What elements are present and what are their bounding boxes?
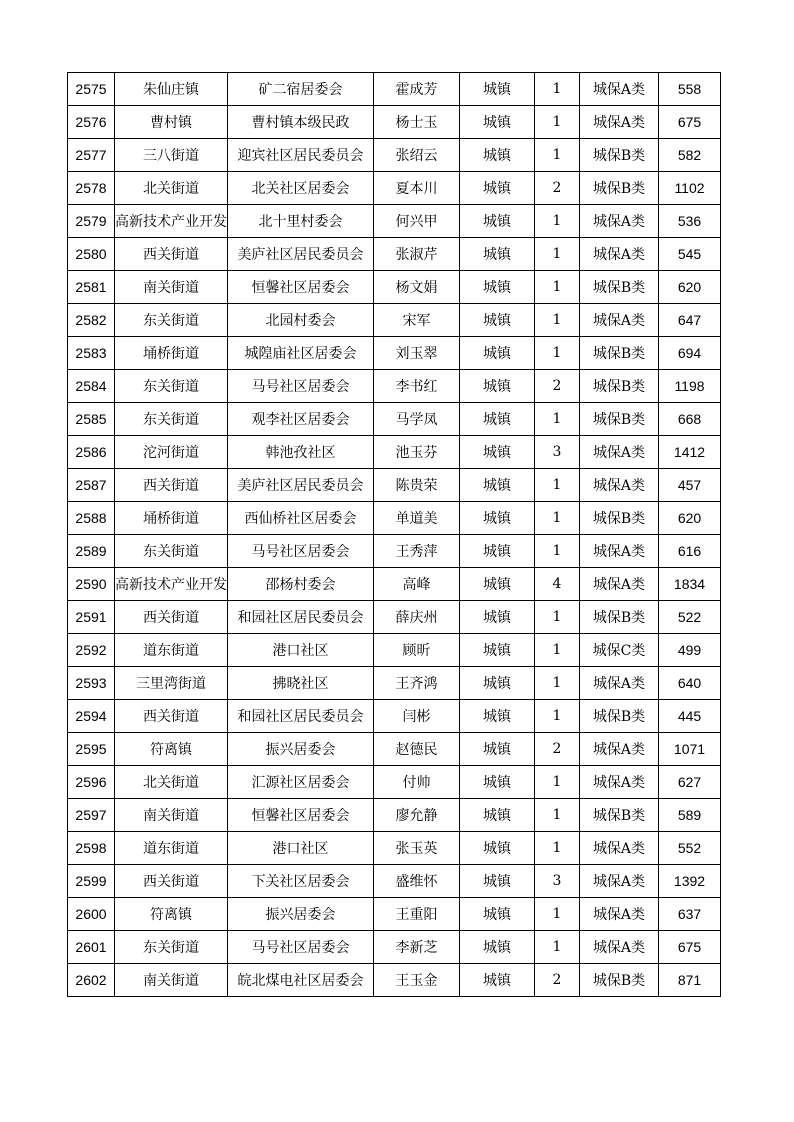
subdistrict-cell: 南关街道: [115, 799, 228, 832]
table-row: [68, 865, 721, 898]
amount-cell: 871: [659, 964, 721, 997]
household-size-cell: 2: [535, 172, 580, 205]
insurance-category-cell: 城保B类: [580, 601, 659, 634]
area-type-cell: 城镇: [460, 601, 535, 634]
record-id-cell: 2576: [68, 106, 115, 139]
insurance-category-cell: 城保A类: [580, 436, 659, 469]
area-type-cell: 城镇: [460, 403, 535, 436]
resident-name-cell: 付帅: [374, 766, 460, 799]
household-size-cell: 1: [535, 832, 580, 865]
resident-name-cell: 薛庆州: [374, 601, 460, 634]
area-type-cell: 城镇: [460, 469, 535, 502]
insurance-category-cell: 城保B类: [580, 964, 659, 997]
amount-cell: 558: [659, 73, 721, 106]
record-id-cell: 2600: [68, 898, 115, 931]
resident-name-cell: 夏本川: [374, 172, 460, 205]
amount-cell: 1198: [659, 370, 721, 403]
community-cell: 汇源社区居委会: [228, 766, 374, 799]
household-size-cell: 1: [535, 106, 580, 139]
table-row: [68, 964, 721, 997]
amount-cell: 627: [659, 766, 721, 799]
table-row: [68, 733, 721, 766]
amount-cell: 1392: [659, 865, 721, 898]
table-row: [68, 436, 721, 469]
community-cell: 美庐社区居民委员会: [228, 238, 374, 271]
record-id-cell: 2586: [68, 436, 115, 469]
household-size-cell: 1: [535, 667, 580, 700]
record-id-cell: 2584: [68, 370, 115, 403]
table-row: [68, 700, 721, 733]
resident-name-cell: 李新芝: [374, 931, 460, 964]
subdistrict-cell: 曹村镇: [115, 106, 228, 139]
household-size-cell: 1: [535, 502, 580, 535]
resident-name-cell: 闫彬: [374, 700, 460, 733]
community-cell: 马号社区居委会: [228, 535, 374, 568]
record-id-cell: 2585: [68, 403, 115, 436]
resident-name-cell: 王重阳: [374, 898, 460, 931]
household-size-cell: 1: [535, 469, 580, 502]
household-size-cell: 1: [535, 931, 580, 964]
table-row: [68, 403, 721, 436]
community-cell: 港口社区: [228, 832, 374, 865]
community-cell: 美庐社区居民委员会: [228, 469, 374, 502]
resident-name-cell: 王玉金: [374, 964, 460, 997]
subdistrict-cell: 高新技术产业开发: [115, 568, 228, 601]
insurance-category-cell: 城保A类: [580, 865, 659, 898]
record-id-cell: 2578: [68, 172, 115, 205]
subdistrict-cell: 沱河街道: [115, 436, 228, 469]
resident-name-cell: 宋军: [374, 304, 460, 337]
community-cell: 西仙桥社区居委会: [228, 502, 374, 535]
insurance-category-cell: 城保A类: [580, 238, 659, 271]
resident-name-cell: 赵德民: [374, 733, 460, 766]
resident-name-cell: 李书红: [374, 370, 460, 403]
community-cell: 振兴居委会: [228, 733, 374, 766]
household-size-cell: 1: [535, 601, 580, 634]
resident-name-cell: 张绍云: [374, 139, 460, 172]
amount-cell: 675: [659, 931, 721, 964]
amount-cell: 499: [659, 634, 721, 667]
record-id-cell: 2598: [68, 832, 115, 865]
record-id-cell: 2582: [68, 304, 115, 337]
resident-name-cell: 顾昕: [374, 634, 460, 667]
insurance-category-cell: 城保B类: [580, 271, 659, 304]
resident-name-cell: 王齐鸿: [374, 667, 460, 700]
community-cell: 恒馨社区居委会: [228, 271, 374, 304]
household-size-cell: 1: [535, 766, 580, 799]
community-cell: 下关社区居委会: [228, 865, 374, 898]
insurance-category-cell: 城保A类: [580, 667, 659, 700]
area-type-cell: 城镇: [460, 832, 535, 865]
amount-cell: 675: [659, 106, 721, 139]
insurance-category-cell: 城保B类: [580, 139, 659, 172]
area-type-cell: 城镇: [460, 733, 535, 766]
household-size-cell: 1: [535, 139, 580, 172]
area-type-cell: 城镇: [460, 205, 535, 238]
household-size-cell: 1: [535, 634, 580, 667]
record-id-cell: 2575: [68, 73, 115, 106]
area-type-cell: 城镇: [460, 436, 535, 469]
table-row: [68, 337, 721, 370]
area-type-cell: 城镇: [460, 172, 535, 205]
subdistrict-cell: 西关街道: [115, 601, 228, 634]
subdistrict-cell: 西关街道: [115, 865, 228, 898]
area-type-cell: 城镇: [460, 799, 535, 832]
amount-cell: 1834: [659, 568, 721, 601]
amount-cell: 694: [659, 337, 721, 370]
area-type-cell: 城镇: [460, 370, 535, 403]
record-id-cell: 2592: [68, 634, 115, 667]
community-cell: 曹村镇本级民政: [228, 106, 374, 139]
record-id-cell: 2587: [68, 469, 115, 502]
table-row: [68, 469, 721, 502]
table-row: [68, 931, 721, 964]
table-row: [68, 73, 721, 106]
resident-name-cell: 张淑芹: [374, 238, 460, 271]
record-id-cell: 2589: [68, 535, 115, 568]
subdistrict-cell: 东关街道: [115, 403, 228, 436]
resident-name-cell: 刘玉翠: [374, 337, 460, 370]
subdistrict-cell: 道东街道: [115, 832, 228, 865]
community-cell: 韩池孜社区: [228, 436, 374, 469]
resident-name-cell: 高峰: [374, 568, 460, 601]
insurance-category-cell: 城保B类: [580, 502, 659, 535]
subdistrict-cell: 东关街道: [115, 931, 228, 964]
community-cell: 皖北煤电社区居委会: [228, 964, 374, 997]
resident-name-cell: 盛维怀: [374, 865, 460, 898]
record-id-cell: 2583: [68, 337, 115, 370]
area-type-cell: 城镇: [460, 700, 535, 733]
resident-name-cell: 马学凤: [374, 403, 460, 436]
household-size-cell: 1: [535, 238, 580, 271]
amount-cell: 1071: [659, 733, 721, 766]
area-type-cell: 城镇: [460, 238, 535, 271]
community-cell: 观李社区居委会: [228, 403, 374, 436]
subdistrict-cell: 北关街道: [115, 172, 228, 205]
record-id-cell: 2579: [68, 205, 115, 238]
area-type-cell: 城镇: [460, 502, 535, 535]
subdistrict-cell: 东关街道: [115, 304, 228, 337]
household-size-cell: 1: [535, 799, 580, 832]
subdistrict-cell: 符离镇: [115, 733, 228, 766]
subdistrict-cell: 朱仙庄镇: [115, 73, 228, 106]
table-row: [68, 568, 721, 601]
amount-cell: 1412: [659, 436, 721, 469]
household-size-cell: 1: [535, 73, 580, 106]
record-id-cell: 2580: [68, 238, 115, 271]
community-cell: 和园社区居民委员会: [228, 601, 374, 634]
record-id-cell: 2597: [68, 799, 115, 832]
amount-cell: 616: [659, 535, 721, 568]
area-type-cell: 城镇: [460, 766, 535, 799]
resident-name-cell: 廖允静: [374, 799, 460, 832]
table-body: [68, 73, 721, 997]
table-row: [68, 106, 721, 139]
subdistrict-cell: 三八街道: [115, 139, 228, 172]
community-cell: 北关社区居委会: [228, 172, 374, 205]
subdistrict-cell: 埇桥街道: [115, 337, 228, 370]
insurance-category-cell: 城保A类: [580, 733, 659, 766]
table-row: [68, 601, 721, 634]
household-size-cell: 2: [535, 733, 580, 766]
resident-name-cell: 何兴甲: [374, 205, 460, 238]
subdistrict-cell: 西关街道: [115, 469, 228, 502]
area-type-cell: 城镇: [460, 73, 535, 106]
household-size-cell: 3: [535, 436, 580, 469]
household-size-cell: 1: [535, 304, 580, 337]
household-size-cell: 3: [535, 865, 580, 898]
table-row: [68, 766, 721, 799]
area-type-cell: 城镇: [460, 634, 535, 667]
subdistrict-cell: 东关街道: [115, 535, 228, 568]
resident-name-cell: 杨文娟: [374, 271, 460, 304]
table-row: [68, 667, 721, 700]
table-row: [68, 535, 721, 568]
insurance-category-cell: 城保B类: [580, 370, 659, 403]
household-size-cell: 1: [535, 898, 580, 931]
household-size-cell: 1: [535, 535, 580, 568]
community-cell: 拂晓社区: [228, 667, 374, 700]
amount-cell: 589: [659, 799, 721, 832]
insurance-category-cell: 城保B类: [580, 337, 659, 370]
amount-cell: 647: [659, 304, 721, 337]
community-cell: 马号社区居委会: [228, 370, 374, 403]
insurance-category-cell: 城保A类: [580, 898, 659, 931]
community-cell: 振兴居委会: [228, 898, 374, 931]
amount-cell: 552: [659, 832, 721, 865]
record-id-cell: 2596: [68, 766, 115, 799]
record-id-cell: 2595: [68, 733, 115, 766]
table-row: [68, 832, 721, 865]
insurance-category-cell: 城保A类: [580, 568, 659, 601]
amount-cell: 640: [659, 667, 721, 700]
table-row: [68, 172, 721, 205]
subdistrict-cell: 南关街道: [115, 964, 228, 997]
amount-cell: 457: [659, 469, 721, 502]
insurance-category-cell: 城保B类: [580, 799, 659, 832]
record-id-cell: 2594: [68, 700, 115, 733]
area-type-cell: 城镇: [460, 865, 535, 898]
resident-name-cell: 霍成芳: [374, 73, 460, 106]
insurance-category-cell: 城保A类: [580, 766, 659, 799]
area-type-cell: 城镇: [460, 667, 535, 700]
resident-name-cell: 王秀萍: [374, 535, 460, 568]
subdistrict-cell: 埇桥街道: [115, 502, 228, 535]
insurance-category-cell: 城保B类: [580, 403, 659, 436]
amount-cell: 637: [659, 898, 721, 931]
table-row: [68, 799, 721, 832]
community-cell: 马号社区居委会: [228, 931, 374, 964]
insurance-category-cell: 城保A类: [580, 832, 659, 865]
area-type-cell: 城镇: [460, 898, 535, 931]
household-size-cell: 1: [535, 403, 580, 436]
resident-name-cell: 张玉英: [374, 832, 460, 865]
amount-cell: 1102: [659, 172, 721, 205]
allowance-table: [67, 72, 721, 997]
amount-cell: 545: [659, 238, 721, 271]
record-id-cell: 2602: [68, 964, 115, 997]
area-type-cell: 城镇: [460, 271, 535, 304]
amount-cell: 522: [659, 601, 721, 634]
household-size-cell: 1: [535, 700, 580, 733]
table-row: [68, 370, 721, 403]
community-cell: 北园村委会: [228, 304, 374, 337]
community-cell: 邵杨村委会: [228, 568, 374, 601]
area-type-cell: 城镇: [460, 337, 535, 370]
table-row: [68, 502, 721, 535]
insurance-category-cell: 城保A类: [580, 205, 659, 238]
record-id-cell: 2599: [68, 865, 115, 898]
household-size-cell: 1: [535, 271, 580, 304]
household-size-cell: 1: [535, 337, 580, 370]
insurance-category-cell: 城保A类: [580, 535, 659, 568]
record-id-cell: 2588: [68, 502, 115, 535]
insurance-category-cell: 城保A类: [580, 931, 659, 964]
subdistrict-cell: 东关街道: [115, 370, 228, 403]
community-cell: 恒馨社区居委会: [228, 799, 374, 832]
household-size-cell: 4: [535, 568, 580, 601]
subdistrict-cell: 道东街道: [115, 634, 228, 667]
area-type-cell: 城镇: [460, 106, 535, 139]
record-id-cell: 2590: [68, 568, 115, 601]
amount-cell: 536: [659, 205, 721, 238]
subdistrict-cell: 北关街道: [115, 766, 228, 799]
amount-cell: 620: [659, 271, 721, 304]
record-id-cell: 2591: [68, 601, 115, 634]
insurance-category-cell: 城保A类: [580, 106, 659, 139]
insurance-category-cell: 城保A类: [580, 73, 659, 106]
table-row: [68, 139, 721, 172]
household-size-cell: 1: [535, 205, 580, 238]
household-size-cell: 2: [535, 964, 580, 997]
subdistrict-cell: 三里湾街道: [115, 667, 228, 700]
table-row: [68, 304, 721, 337]
subdistrict-cell: 西关街道: [115, 700, 228, 733]
community-cell: 北十里村委会: [228, 205, 374, 238]
resident-name-cell: 杨士玉: [374, 106, 460, 139]
record-id-cell: 2593: [68, 667, 115, 700]
amount-cell: 620: [659, 502, 721, 535]
insurance-category-cell: 城保B类: [580, 172, 659, 205]
table-row: [68, 898, 721, 931]
insurance-category-cell: 城保A类: [580, 469, 659, 502]
table-row: [68, 205, 721, 238]
household-size-cell: 2: [535, 370, 580, 403]
community-cell: 城隍庙社区居委会: [228, 337, 374, 370]
area-type-cell: 城镇: [460, 568, 535, 601]
area-type-cell: 城镇: [460, 964, 535, 997]
area-type-cell: 城镇: [460, 931, 535, 964]
resident-name-cell: 单道美: [374, 502, 460, 535]
subdistrict-cell: 西关街道: [115, 238, 228, 271]
area-type-cell: 城镇: [460, 535, 535, 568]
community-cell: 矿二宿居委会: [228, 73, 374, 106]
subdistrict-cell: 高新技术产业开发: [115, 205, 228, 238]
table-row: [68, 271, 721, 304]
community-cell: 和园社区居民委员会: [228, 700, 374, 733]
area-type-cell: 城镇: [460, 304, 535, 337]
record-id-cell: 2581: [68, 271, 115, 304]
record-id-cell: 2601: [68, 931, 115, 964]
area-type-cell: 城镇: [460, 139, 535, 172]
table-row: [68, 238, 721, 271]
resident-name-cell: 陈贵荣: [374, 469, 460, 502]
insurance-category-cell: 城保B类: [580, 700, 659, 733]
insurance-category-cell: 城保C类: [580, 634, 659, 667]
amount-cell: 668: [659, 403, 721, 436]
amount-cell: 582: [659, 139, 721, 172]
insurance-category-cell: 城保A类: [580, 304, 659, 337]
community-cell: 港口社区: [228, 634, 374, 667]
resident-name-cell: 池玉芬: [374, 436, 460, 469]
amount-cell: 445: [659, 700, 721, 733]
subdistrict-cell: 符离镇: [115, 898, 228, 931]
record-id-cell: 2577: [68, 139, 115, 172]
subdistrict-cell: 南关街道: [115, 271, 228, 304]
community-cell: 迎宾社区居民委员会: [228, 139, 374, 172]
table-row: [68, 634, 721, 667]
